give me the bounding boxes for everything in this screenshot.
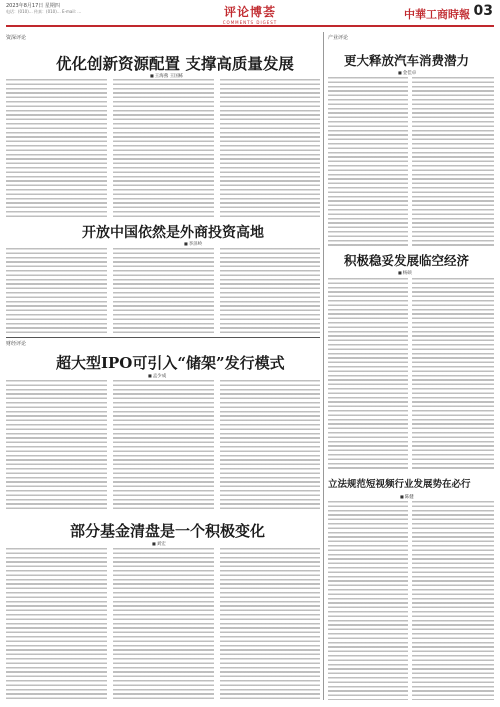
section-name-en: COMMENTS DIGEST: [222, 20, 278, 25]
article-title-ipo: 超大型IPO可引入“储架”发行模式: [56, 354, 285, 372]
byline-auto: ■ 金佳卓: [398, 70, 416, 76]
article-title-open-china: 开放中国依然是外商投资高地: [82, 225, 264, 241]
byline-airport: ■ 杨硕: [398, 270, 412, 276]
article-title-auto: 更大释放汽车消费潜力: [344, 53, 470, 68]
article-body-ipo-col3: [220, 380, 320, 512]
article-body-fund-col1: [6, 548, 107, 700]
byline-innovation: ■ 王海燕 王国栋: [150, 73, 183, 79]
section-title: [200, 3, 300, 25]
column-tag-right: 产业评论: [328, 35, 349, 41]
newspaper-name: 中華工商時報: [404, 8, 470, 21]
section-name: 评论博荟: [223, 5, 276, 19]
page-number: 03: [473, 3, 493, 19]
article-title-innovation: 优化创新资源配置 支撑高质量发展: [56, 54, 294, 73]
article-title-airport: 积极稳妥发展临空经济: [344, 253, 470, 268]
article-body-fund-col3: [220, 548, 320, 700]
article-title-short-video: 立法规范短视频行业发展势在必行: [328, 479, 471, 490]
article-body-open-china-col3: [220, 248, 320, 333]
byline-fund: ■ 刘宏: [152, 541, 166, 547]
article-title-fund: 部分基金清盘是一个积极变化: [70, 522, 266, 540]
article-body-auto-col2: [412, 77, 494, 247]
contact-line: 电话：(010)… 传真：(010)… E-mail: …: [6, 9, 82, 14]
issue-date: 2023年8月17日 星期四: [6, 3, 60, 9]
article-body-auto-col1: [328, 77, 408, 247]
article-body-airport-col2: [412, 278, 494, 470]
article-body-airport-col1: [328, 278, 408, 470]
article-body-fund-col2: [113, 548, 214, 700]
column-divider: [323, 32, 324, 700]
section-divider: [6, 337, 320, 338]
article-body-ipo-col2: [113, 380, 214, 512]
article-body-open-china-col1: [6, 248, 107, 333]
article-body-innovation-col2: [113, 79, 214, 217]
byline-open-china: ■ 李泽岭: [184, 241, 202, 247]
article-body-short-video-col1: [328, 501, 408, 700]
column-tag-finance: 财经评论: [6, 341, 27, 347]
article-body-innovation-col1: [6, 79, 107, 217]
article-body-short-video-col2: [412, 501, 494, 700]
article-body-open-china-col2: [113, 248, 214, 333]
article-body-ipo-col1: [6, 380, 107, 512]
byline-short-video: ■ 陈健: [400, 494, 414, 500]
masthead: [0, 0, 500, 30]
column-tag-left: 资深评论: [6, 35, 27, 41]
masthead-rule: [6, 25, 494, 27]
byline-ipo: ■ 孟少成: [148, 373, 166, 379]
article-body-innovation-col3: [220, 79, 320, 217]
